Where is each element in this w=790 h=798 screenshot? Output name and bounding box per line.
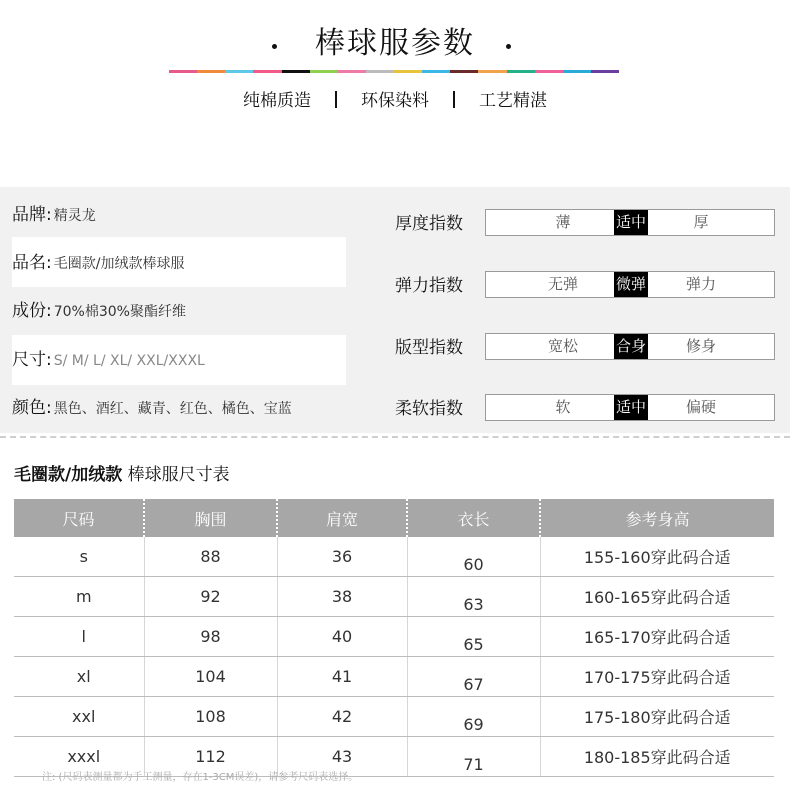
cell-shoulder: 43 bbox=[277, 737, 407, 777]
size-table-body bbox=[14, 537, 774, 777]
section-divider bbox=[0, 436, 790, 438]
size-label: 尺寸: bbox=[12, 350, 52, 370]
index-label: 厚度指数 bbox=[395, 214, 463, 234]
cell-shoulder: 41 bbox=[277, 657, 407, 697]
color-label: 颜色: bbox=[12, 398, 52, 418]
cell-height: 180-185穿此码合适 bbox=[540, 737, 774, 777]
color-value: 黑色、酒红、藏青、红色、橘色、宝蓝 bbox=[53, 401, 292, 417]
cell-chest: 108 bbox=[144, 697, 277, 737]
cell-length: 67 bbox=[407, 657, 540, 697]
cell-shoulder: 36 bbox=[277, 537, 407, 577]
tagline bbox=[0, 88, 790, 114]
cell-length: 71 bbox=[407, 737, 540, 777]
size-value: S/ M/ L/ XL/ XXL/XXXL bbox=[53, 353, 205, 369]
index-scale bbox=[485, 209, 775, 236]
table-row bbox=[14, 657, 774, 697]
cell-shoulder: 40 bbox=[277, 617, 407, 657]
cell-size: xl bbox=[14, 657, 144, 697]
header-shoulder: 肩宽 bbox=[277, 499, 407, 537]
cell-size: m bbox=[14, 577, 144, 617]
header-chest: 胸围 bbox=[144, 499, 277, 537]
material-value: 70%棉30%聚酯纤维 bbox=[53, 304, 186, 320]
cell-height: 155-160穿此码合适 bbox=[540, 537, 774, 577]
index-option: 修身 bbox=[685, 337, 717, 355]
color-strip bbox=[169, 70, 619, 73]
tagline-item: 环保染料 bbox=[361, 91, 429, 111]
index-option: 无弹 bbox=[547, 275, 579, 293]
cell-length: 63 bbox=[407, 577, 540, 617]
cell-chest: 104 bbox=[144, 657, 277, 697]
index-label: 版型指数 bbox=[395, 338, 463, 358]
cell-size: xxl bbox=[14, 697, 144, 737]
index-option: 软 bbox=[555, 398, 571, 416]
color-strip-segment bbox=[253, 70, 281, 73]
index-option: 薄 bbox=[555, 213, 571, 231]
product-name-value: 毛圈款/加绒款棒球服 bbox=[53, 256, 185, 272]
cell-height: 170-175穿此码合适 bbox=[540, 657, 774, 697]
cell-height: 160-165穿此码合适 bbox=[540, 577, 774, 617]
brand-label: 品牌: bbox=[12, 205, 52, 225]
index-label: 弹力指数 bbox=[395, 276, 463, 296]
cell-chest: 112 bbox=[144, 737, 277, 777]
color-strip-segment bbox=[591, 70, 619, 73]
index-option-selected: 合身 bbox=[614, 334, 648, 359]
brand-value: 精灵龙 bbox=[53, 208, 96, 224]
color-line bbox=[12, 395, 292, 421]
table-row bbox=[14, 617, 774, 657]
index-option-selected: 适中 bbox=[614, 395, 648, 420]
product-name-line bbox=[12, 250, 184, 276]
color-strip-segment bbox=[366, 70, 394, 73]
tagline-item: 工艺精湛 bbox=[479, 91, 547, 111]
color-strip-segment bbox=[394, 70, 422, 73]
color-strip-segment bbox=[197, 70, 225, 73]
cell-height: 175-180穿此码合适 bbox=[540, 697, 774, 737]
cell-chest: 88 bbox=[144, 537, 277, 577]
cell-size: s bbox=[14, 537, 144, 577]
table-row bbox=[14, 697, 774, 737]
cell-chest: 92 bbox=[144, 577, 277, 617]
size-table-note: 注: (尺码表测量都为手工测量，存在1-3CM误差)，请参考尺码表选择。 bbox=[42, 772, 359, 783]
size-table-title-bold: 毛圈款/加绒款 bbox=[14, 465, 123, 485]
color-strip-segment bbox=[535, 70, 563, 73]
index-option: 偏硬 bbox=[685, 398, 717, 416]
table-row bbox=[14, 537, 774, 577]
index-option: 厚 bbox=[693, 213, 709, 231]
size-table-header-row bbox=[14, 499, 774, 537]
cell-height: 165-170穿此码合适 bbox=[540, 617, 774, 657]
header-length: 衣长 bbox=[407, 499, 540, 537]
index-option: 弹力 bbox=[685, 275, 717, 293]
cell-shoulder: 42 bbox=[277, 697, 407, 737]
cell-length: 60 bbox=[407, 537, 540, 577]
brand-line bbox=[12, 202, 96, 228]
index-scale bbox=[485, 271, 775, 298]
color-strip-segment bbox=[450, 70, 478, 73]
cell-length: 65 bbox=[407, 617, 540, 657]
color-strip-segment bbox=[563, 70, 591, 73]
product-parameters-panel bbox=[0, 187, 790, 433]
cell-chest: 98 bbox=[144, 617, 277, 657]
color-strip-segment bbox=[225, 70, 253, 73]
tagline-divider bbox=[453, 91, 455, 108]
product-name-label: 品名: bbox=[12, 253, 52, 273]
cell-size: xxxl bbox=[14, 737, 144, 777]
material-label: 成份: bbox=[12, 301, 52, 321]
cell-size: l bbox=[14, 617, 144, 657]
header-size: 尺码 bbox=[14, 499, 144, 537]
tagline-item: 纯棉质造 bbox=[243, 91, 311, 111]
size-table bbox=[14, 499, 774, 777]
color-strip-segment bbox=[507, 70, 535, 73]
size-table-title bbox=[14, 462, 230, 488]
index-option: 宽松 bbox=[547, 337, 579, 355]
size-line bbox=[12, 347, 205, 373]
color-strip-segment bbox=[338, 70, 366, 73]
color-strip-segment bbox=[422, 70, 450, 73]
index-scale bbox=[485, 394, 775, 421]
index-option-selected: 适中 bbox=[614, 210, 648, 235]
color-strip-segment bbox=[169, 70, 197, 73]
header-height: 参考身高 bbox=[540, 499, 774, 537]
color-strip-segment bbox=[310, 70, 338, 73]
material-line bbox=[12, 298, 186, 324]
index-label: 柔软指数 bbox=[395, 399, 463, 419]
cell-shoulder: 38 bbox=[277, 577, 407, 617]
index-scale bbox=[485, 333, 775, 360]
color-strip-segment bbox=[282, 70, 310, 73]
tagline-divider bbox=[335, 91, 337, 108]
cell-length: 69 bbox=[407, 697, 540, 737]
page-title: 棒球服参数 bbox=[315, 26, 475, 61]
table-row bbox=[14, 577, 774, 617]
size-table-title-rest: 棒球服尺寸表 bbox=[122, 465, 230, 485]
title-right-dot bbox=[506, 44, 511, 49]
index-option-selected: 微弹 bbox=[614, 272, 648, 297]
color-strip-segment bbox=[478, 70, 506, 73]
